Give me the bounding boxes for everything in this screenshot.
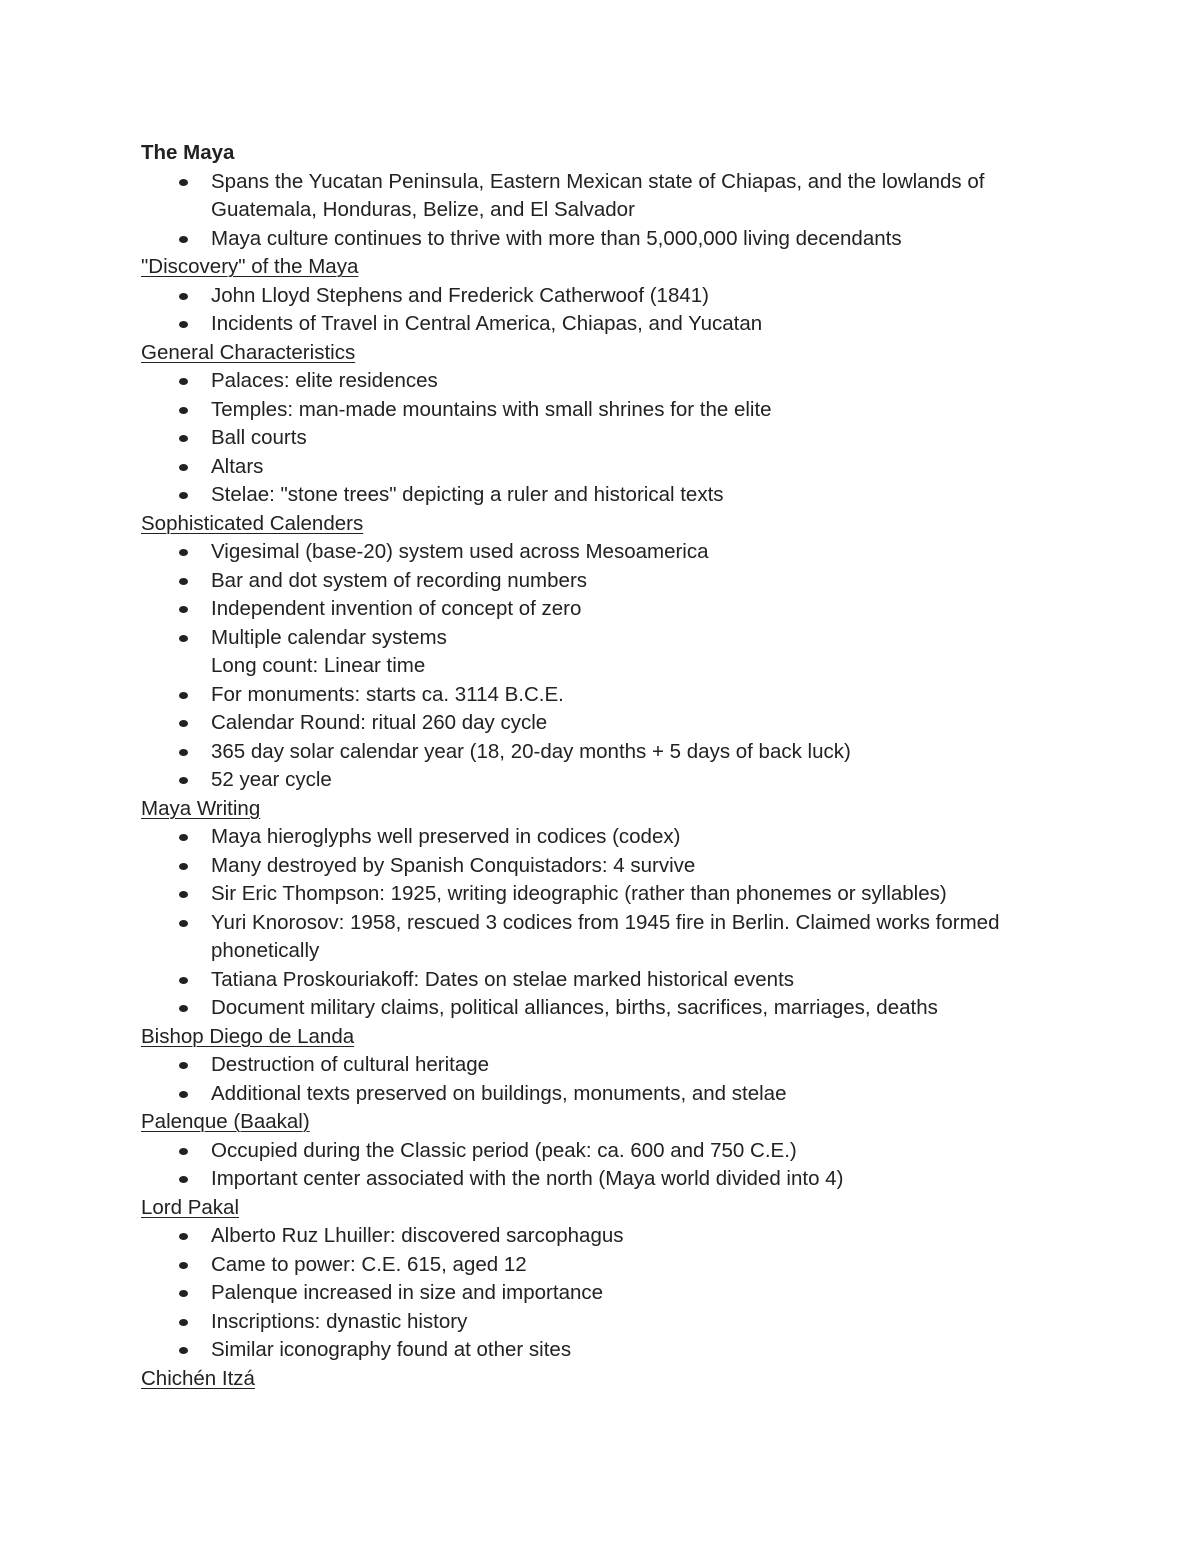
list-item-text: Incidents of Travel in Central America, Chiapas, and Yucatan xyxy=(211,312,763,335)
list-item xyxy=(141,168,1071,225)
section-heading: Bishop Diego de Landa xyxy=(141,1024,355,1048)
section-heading: Maya Writing xyxy=(141,796,261,820)
bullet-icon xyxy=(179,321,188,328)
list-item xyxy=(141,880,1071,909)
list-item-text: Many destroyed by Spanish Conquistadors: 4 survive xyxy=(211,853,696,877)
list-item xyxy=(141,1251,1071,1280)
bullet-icon xyxy=(179,1176,188,1183)
bullet-icon xyxy=(179,236,188,243)
list-item xyxy=(141,738,1071,767)
list-item-text: John Lloyd Stephens and Frederick Catherwoof (1841) xyxy=(211,283,709,307)
list-item xyxy=(141,481,1071,510)
list-item xyxy=(141,624,1071,653)
section xyxy=(141,1108,1071,1194)
list-item-text: Bar and dot system of recording numbers xyxy=(211,568,588,592)
bullet-icon xyxy=(179,920,188,927)
list-item-text: Stelae: "stone trees" depicting a ruler and historical texts xyxy=(211,483,724,506)
list-item xyxy=(141,966,1071,995)
bullet-icon xyxy=(179,692,188,699)
bullet-icon xyxy=(179,749,188,756)
list-item-text: 365 day solar calendar year (18, 20-day months + 5 days of back luck) xyxy=(211,739,851,763)
list-item xyxy=(141,852,1071,881)
bullet-icon xyxy=(179,492,188,499)
bullet-icon xyxy=(179,635,188,642)
document-body xyxy=(141,139,1071,1393)
list-item xyxy=(141,225,1071,254)
section xyxy=(141,1365,1071,1394)
list-item xyxy=(141,1222,1071,1251)
list-item xyxy=(141,538,1071,567)
bullet-icon xyxy=(179,1091,188,1098)
list-item xyxy=(141,1279,1071,1308)
bullet-icon xyxy=(179,977,188,984)
bullet-icon xyxy=(179,1233,188,1240)
list-item xyxy=(141,1051,1071,1080)
list-item xyxy=(141,709,1071,738)
document-title: The Maya xyxy=(141,141,235,164)
bullet-icon xyxy=(179,720,188,727)
list-item-text: Similar iconography found at other sites xyxy=(211,1338,572,1361)
bullet-icon xyxy=(179,293,188,300)
bullet-icon xyxy=(179,1262,188,1269)
list-item-text: Important center associated with the north (Maya world divided into 4) xyxy=(211,1167,844,1190)
list-item-text: Document military claims, political alliances, births, sacrifices, marriages, deaths xyxy=(211,996,938,1019)
list-item-text: Maya culture continues to thrive with more than 5,000,000 living decendants xyxy=(211,226,902,250)
list-item xyxy=(141,681,1071,710)
list-item xyxy=(141,453,1071,482)
list-item-text: Palaces: elite residences xyxy=(211,369,438,392)
bullet-icon xyxy=(179,1005,188,1012)
list-item-text: Inscriptions: dynastic history xyxy=(211,1309,468,1333)
bullet-list xyxy=(141,367,1071,510)
list-item xyxy=(141,567,1071,596)
list-item xyxy=(141,909,1071,966)
bullet-icon xyxy=(179,1290,188,1297)
bullet-icon xyxy=(179,407,188,414)
list-item-text: Destruction of cultural heritage xyxy=(211,1053,490,1076)
list-item-text: For monuments: starts ca. 3114 B.C.E. xyxy=(211,682,564,706)
list-item xyxy=(141,994,1071,1023)
list-item xyxy=(141,652,1071,681)
list-item xyxy=(141,1080,1071,1109)
list-item-text: Independent invention of concept of zero xyxy=(211,597,582,620)
section xyxy=(141,253,1071,339)
list-item-text: Ball courts xyxy=(211,426,307,449)
list-item-text: Alberto Ruz Lhuiller: discovered sarcophagus xyxy=(211,1224,624,1247)
bullet-list xyxy=(141,823,1071,1023)
list-item-text: Palenque increased in size and importance xyxy=(211,1281,604,1304)
list-item-text: Calendar Round: ritual 260 day cycle xyxy=(211,711,548,734)
list-item xyxy=(141,1336,1071,1365)
intro-list xyxy=(141,168,1071,254)
list-item-text: Spans the Yucatan Peninsula, Eastern Mexican state of Chiapas, and the lowlands of Guatemala, Honduras, Belize, and El Salvador xyxy=(211,169,985,221)
section-heading: General Characteristics xyxy=(141,340,356,364)
bullet-icon xyxy=(179,435,188,442)
bullet-list xyxy=(141,282,1071,339)
bullet-list xyxy=(141,1051,1071,1108)
section xyxy=(141,339,1071,510)
list-item-text: Temples: man-made mountains with small shrines for the elite xyxy=(211,397,772,421)
list-item xyxy=(141,1308,1071,1337)
list-item-text: Sir Eric Thompson: 1925, writing ideographic (rather than phonemes or syllables) xyxy=(211,882,947,905)
list-item-text: Maya hieroglyphs well preserved in codices (codex) xyxy=(211,825,681,848)
bullet-icon xyxy=(179,1347,188,1354)
list-item-text: 52 year cycle xyxy=(211,768,332,791)
bullet-icon xyxy=(179,1062,188,1069)
list-item xyxy=(141,424,1071,453)
section-heading: Palenque (Baakal) xyxy=(141,1110,310,1133)
section xyxy=(141,1194,1071,1365)
list-item xyxy=(141,595,1071,624)
list-item xyxy=(141,823,1071,852)
bullet-icon xyxy=(179,378,188,385)
section xyxy=(141,510,1071,795)
bullet-icon xyxy=(179,578,188,585)
list-item xyxy=(141,310,1071,339)
list-item xyxy=(141,367,1071,396)
bullet-icon xyxy=(179,549,188,556)
list-item-text: Yuri Knorosov: 1958, rescued 3 codices from 1945 fire in Berlin. Claimed works formed phonetically xyxy=(211,910,1000,962)
section xyxy=(141,795,1071,1023)
section-heading: "Discovery" of the Maya xyxy=(141,255,359,278)
bullet-icon xyxy=(179,834,188,841)
bullet-icon xyxy=(179,891,188,898)
sections xyxy=(141,253,1071,1393)
list-item xyxy=(141,282,1071,311)
bullet-icon xyxy=(179,1148,188,1155)
bullet-icon xyxy=(179,606,188,613)
section xyxy=(141,1023,1071,1109)
bullet-list xyxy=(141,1222,1071,1365)
section-heading: Chichén Itzá xyxy=(141,1366,255,1390)
bullet-list xyxy=(141,1137,1071,1194)
list-item-text: Occupied during the Classic period (peak: ca. 600 and 750 C.E.) xyxy=(211,1138,797,1162)
list-item-text: Altars xyxy=(211,454,264,478)
bullet-icon xyxy=(179,464,188,471)
bullet-list xyxy=(141,538,1071,795)
list-item xyxy=(141,1137,1071,1166)
list-item xyxy=(141,1165,1071,1194)
bullet-icon xyxy=(179,1319,188,1326)
section-heading: Sophisticated Calenders xyxy=(141,511,364,535)
list-item-text: Came to power: C.E. 615, aged 12 xyxy=(211,1252,527,1276)
section-heading: Lord Pakal xyxy=(141,1195,240,1219)
bullet-icon xyxy=(179,863,188,870)
bullet-icon xyxy=(179,777,188,784)
list-item-text: Additional texts preserved on buildings, monuments, and stelae xyxy=(211,1081,787,1105)
bullet-icon xyxy=(179,179,188,186)
list-item xyxy=(141,766,1071,795)
list-item xyxy=(141,396,1071,425)
list-item-text: Long count: Linear time xyxy=(211,654,426,677)
list-item-text: Tatiana Proskouriakoff: Dates on stelae marked historical events xyxy=(211,967,795,991)
list-item-text: Multiple calendar systems xyxy=(211,625,447,649)
list-item-text: Vigesimal (base-20) system used across Mesoamerica xyxy=(211,540,709,563)
